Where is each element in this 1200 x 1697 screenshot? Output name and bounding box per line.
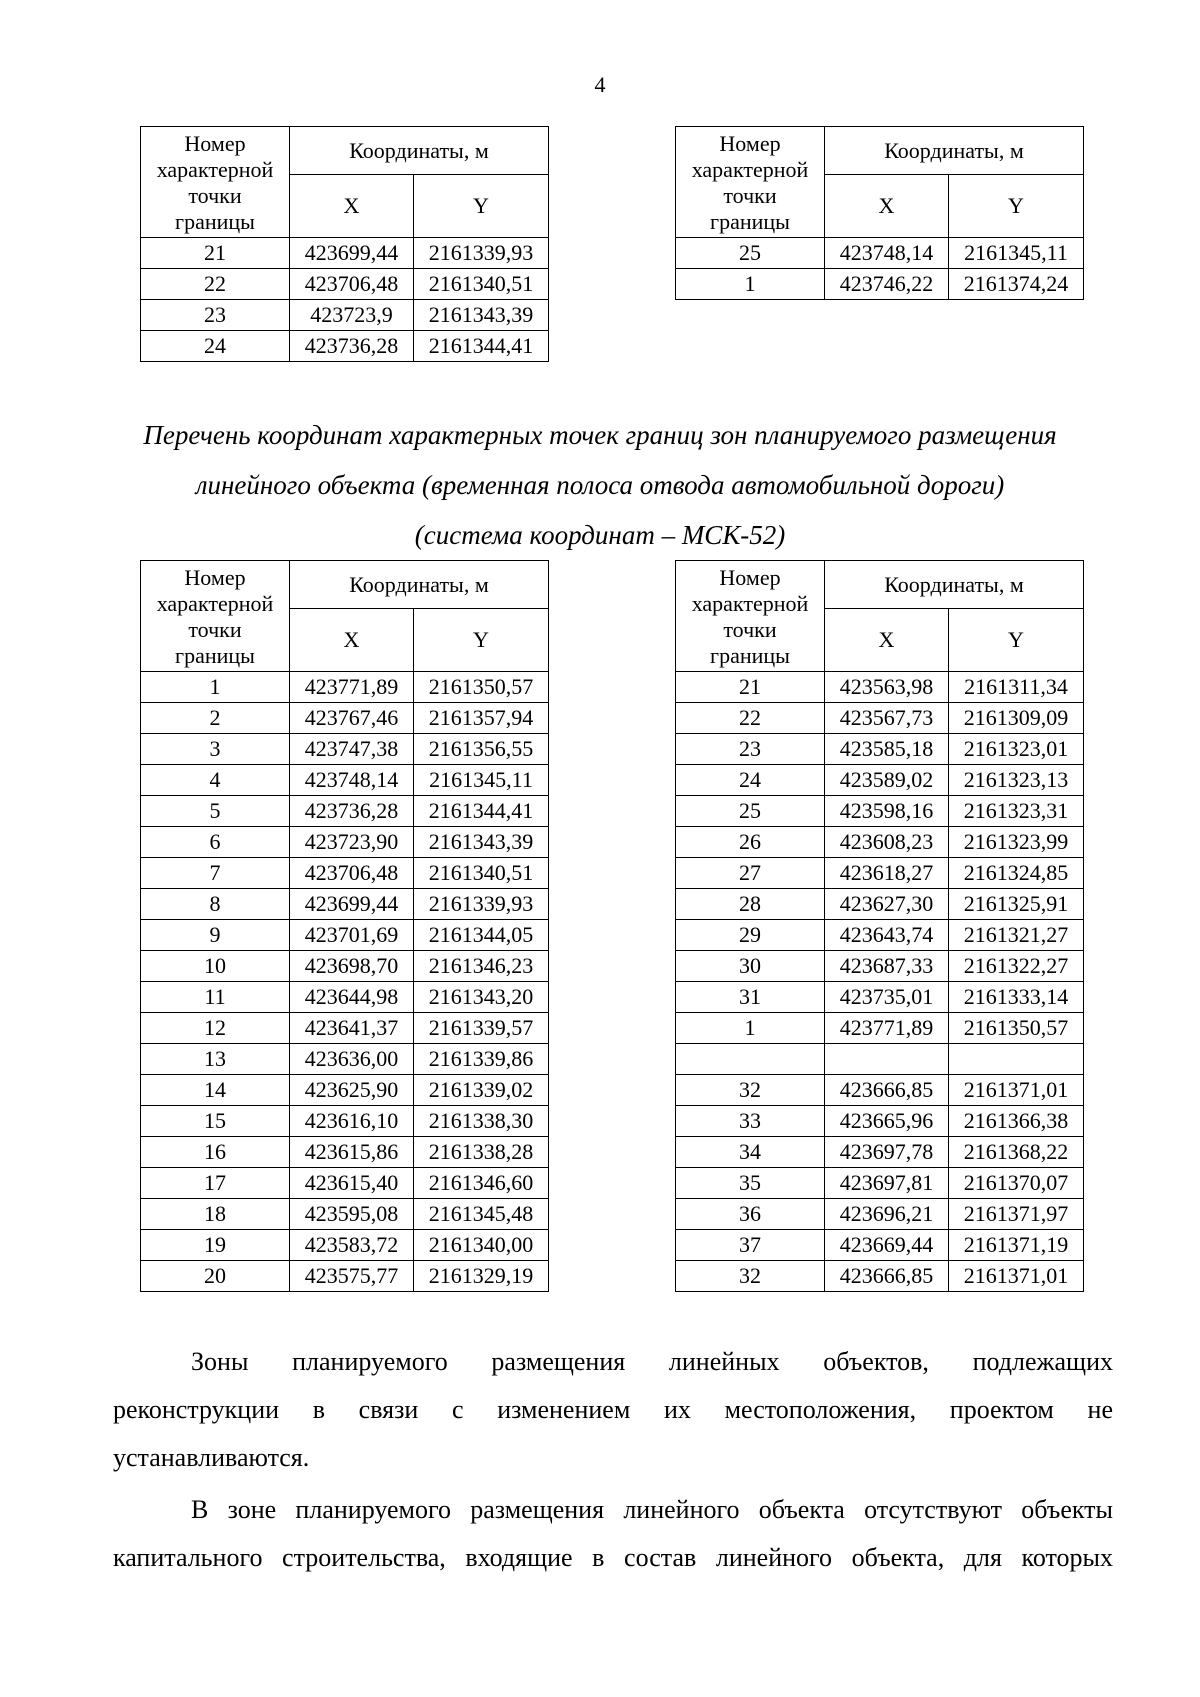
point-number-cell: 1 (676, 269, 825, 300)
table-row (676, 982, 1084, 1013)
table-row (141, 1199, 549, 1230)
y-cell: 2161345,48 (414, 1199, 549, 1230)
header-line: границы (710, 209, 790, 234)
x-cell: 423563,98 (825, 672, 949, 703)
section-heading-line-1: Перечень координат характерных точек границ зон планируемого размещения (143, 420, 1057, 450)
point-number-cell: 23 (141, 300, 290, 331)
point-number-cell: 12 (141, 1013, 290, 1044)
x-cell: 423567,73 (825, 703, 949, 734)
point-number-header (141, 561, 290, 672)
point-number-cell: 36 (676, 1199, 825, 1230)
point-number-cell: 29 (676, 920, 825, 951)
point-number-cell: 20 (141, 1261, 290, 1292)
y-cell: 2161357,94 (414, 703, 549, 734)
header-line: точки (723, 183, 777, 208)
header-line: границы (175, 643, 255, 668)
point-number-cell: 2 (141, 703, 290, 734)
point-number-cell: 6 (141, 827, 290, 858)
table-row (676, 920, 1084, 951)
y-cell: 2161356,55 (414, 734, 549, 765)
point-number-cell: 37 (676, 1230, 825, 1261)
y-cell: 2161370,07 (949, 1168, 1084, 1199)
x-cell: 423636,00 (290, 1044, 414, 1075)
paragraph-2-line-1: В зоне планируемого размещения линейного объекта отсутствуют объекты (191, 1495, 1113, 1524)
x-cell: 423585,18 (825, 734, 949, 765)
x-cell: 423665,96 (825, 1106, 949, 1137)
y-cell: 2161345,11 (949, 238, 1084, 269)
x-cell: 423643,74 (825, 920, 949, 951)
x-header: X (290, 175, 414, 238)
x-cell: 423736,28 (290, 796, 414, 827)
y-cell: 2161368,22 (949, 1137, 1084, 1168)
point-number-header (676, 127, 825, 238)
header-line: точки (188, 183, 242, 208)
table-row (141, 1044, 549, 1075)
paragraph-1-line-1: Зоны планируемого размещения линейных объектов, подлежащих (191, 1347, 1113, 1376)
x-cell: 423706,48 (290, 269, 414, 300)
table-row (676, 765, 1084, 796)
point-number-cell: 32 (676, 1261, 825, 1292)
x-cell: 423618,27 (825, 858, 949, 889)
point-number-cell: 27 (676, 858, 825, 889)
y-cell: 2161371,19 (949, 1230, 1084, 1261)
header-line: точки (188, 617, 242, 642)
x-cell: 423771,89 (825, 1013, 949, 1044)
y-header: Y (414, 175, 549, 238)
table-row (141, 269, 549, 300)
point-number-cell: 9 (141, 920, 290, 951)
y-cell: 2161340,51 (414, 269, 549, 300)
table-row (676, 734, 1084, 765)
y-cell: 2161338,30 (414, 1106, 549, 1137)
table-row (676, 1013, 1084, 1044)
table-row (141, 1075, 549, 1106)
point-number-cell: 28 (676, 889, 825, 920)
header-line: точки (723, 617, 777, 642)
point-number-cell: 4 (141, 765, 290, 796)
y-cell: 2161339,93 (414, 238, 549, 269)
point-number-cell: 33 (676, 1106, 825, 1137)
table-row (141, 889, 549, 920)
y-cell: 2161321,27 (949, 920, 1084, 951)
y-cell: 2161339,86 (414, 1044, 549, 1075)
table-row (676, 1261, 1084, 1292)
table-row (141, 1013, 549, 1044)
point-number-cell: 3 (141, 734, 290, 765)
x-cell: 423608,23 (825, 827, 949, 858)
table-row (141, 1106, 549, 1137)
y-cell: 2161322,27 (949, 951, 1084, 982)
paragraph-2-line-2: капитального строительства, входящие в состав линейного объекта, для которых (113, 1543, 1113, 1572)
y-cell: 2161343,39 (414, 300, 549, 331)
table-row (676, 269, 1084, 300)
table-row (141, 796, 549, 827)
table-row (676, 951, 1084, 982)
table-row (676, 1137, 1084, 1168)
y-cell: 2161374,24 (949, 269, 1084, 300)
table-row (141, 1230, 549, 1261)
x-cell: 423687,33 (825, 951, 949, 982)
x-cell: 423771,89 (290, 672, 414, 703)
point-number-cell: 24 (676, 765, 825, 796)
y-cell: 2161345,11 (414, 765, 549, 796)
point-number-cell: 35 (676, 1168, 825, 1199)
header-line: характерной (691, 591, 809, 616)
point-number-cell: 21 (676, 672, 825, 703)
point-number-header (141, 127, 290, 238)
x-cell: 423697,81 (825, 1168, 949, 1199)
header-line: Номер (719, 131, 781, 156)
table-row (676, 703, 1084, 734)
y-cell: 2161339,57 (414, 1013, 549, 1044)
x-cell: 423699,44 (290, 889, 414, 920)
coordinates-table-top-left (140, 126, 549, 362)
y-cell: 2161333,14 (949, 982, 1084, 1013)
table-row (676, 827, 1084, 858)
table-row (676, 1075, 1084, 1106)
x-cell: 423625,90 (290, 1075, 414, 1106)
table-row (141, 1168, 549, 1199)
table-row (676, 1168, 1084, 1199)
table-row (141, 238, 549, 269)
x-cell: 423701,69 (290, 920, 414, 951)
x-cell: 423595,08 (290, 1199, 414, 1230)
point-number-cell: 14 (141, 1075, 290, 1106)
table-row (676, 238, 1084, 269)
point-number-cell: 10 (141, 951, 290, 982)
table-row (676, 1106, 1084, 1137)
y-cell (949, 1044, 1084, 1075)
paragraph-1-line-3: устанавливаются. (113, 1443, 310, 1472)
x-cell: 423746,22 (825, 269, 949, 300)
x-cell: 423706,48 (290, 858, 414, 889)
point-number-cell: 21 (141, 238, 290, 269)
point-number-cell: 19 (141, 1230, 290, 1261)
y-cell: 2161343,20 (414, 982, 549, 1013)
x-cell: 423735,01 (825, 982, 949, 1013)
y-cell: 2161350,57 (949, 1013, 1084, 1044)
header-line: Номер (719, 565, 781, 590)
table-row (141, 951, 549, 982)
point-number-cell: 8 (141, 889, 290, 920)
x-cell: 423696,21 (825, 1199, 949, 1230)
x-cell (825, 1044, 949, 1075)
section-heading-line-3: (система координат – МСК-52) (414, 520, 786, 550)
coordinates-header: Координаты, м (290, 127, 549, 175)
coordinates-table-main-right (675, 560, 1084, 1292)
table-row (141, 734, 549, 765)
point-number-cell: 11 (141, 982, 290, 1013)
y-cell: 2161346,23 (414, 951, 549, 982)
y-cell: 2161344,41 (414, 331, 549, 362)
y-cell: 2161344,41 (414, 796, 549, 827)
point-number-cell: 23 (676, 734, 825, 765)
x-cell: 423767,46 (290, 703, 414, 734)
x-cell: 423598,16 (825, 796, 949, 827)
header-line: характерной (156, 591, 274, 616)
table-row (141, 858, 549, 889)
table-row (676, 889, 1084, 920)
y-cell: 2161340,51 (414, 858, 549, 889)
y-cell: 2161323,13 (949, 765, 1084, 796)
y-cell: 2161343,39 (414, 827, 549, 858)
x-cell: 423699,44 (290, 238, 414, 269)
x-cell: 423641,37 (290, 1013, 414, 1044)
x-header: X (290, 609, 414, 672)
coordinates-table-top-right (675, 126, 1084, 300)
y-cell: 2161350,57 (414, 672, 549, 703)
paragraph-1-line-2: реконструкции в связи с изменением их местоположения, проектом не (113, 1395, 1113, 1424)
x-cell: 423615,86 (290, 1137, 414, 1168)
y-cell: 2161371,97 (949, 1199, 1084, 1230)
table-row (141, 920, 549, 951)
y-cell: 2161366,38 (949, 1106, 1084, 1137)
y-cell: 2161340,00 (414, 1230, 549, 1261)
point-number-cell: 22 (141, 269, 290, 300)
y-cell: 2161338,28 (414, 1137, 549, 1168)
table-row (676, 796, 1084, 827)
coordinates-header: Координаты, м (825, 127, 1084, 175)
point-number-cell: 34 (676, 1137, 825, 1168)
y-header: Y (949, 609, 1084, 672)
y-cell: 2161346,60 (414, 1168, 549, 1199)
x-cell: 423644,98 (290, 982, 414, 1013)
section-heading-line-2: линейного объекта (временная полоса отвода автомобильной дороги) (195, 470, 1005, 500)
x-cell: 423723,90 (290, 827, 414, 858)
table-row (141, 982, 549, 1013)
page-number: 4 (594, 72, 606, 97)
table-row (141, 1261, 549, 1292)
header-line: границы (175, 209, 255, 234)
x-cell: 423627,30 (825, 889, 949, 920)
y-cell: 2161329,19 (414, 1261, 549, 1292)
coordinates-table-main-left (140, 560, 549, 1292)
point-number-cell: 30 (676, 951, 825, 982)
x-cell: 423736,28 (290, 331, 414, 362)
x-cell: 423583,72 (290, 1230, 414, 1261)
y-cell: 2161339,02 (414, 1075, 549, 1106)
point-number-header (676, 561, 825, 672)
y-cell: 2161371,01 (949, 1261, 1084, 1292)
point-number-cell: 15 (141, 1106, 290, 1137)
point-number-cell: 26 (676, 827, 825, 858)
table-row (141, 331, 549, 362)
point-number-cell: 13 (141, 1044, 290, 1075)
x-cell: 423589,02 (825, 765, 949, 796)
y-cell: 2161344,05 (414, 920, 549, 951)
header-line: Номер (184, 565, 246, 590)
table-row (676, 1230, 1084, 1261)
y-cell: 2161309,09 (949, 703, 1084, 734)
x-cell: 423616,10 (290, 1106, 414, 1137)
table-row (141, 827, 549, 858)
point-number-cell: 25 (676, 796, 825, 827)
header-line: характерной (156, 157, 274, 182)
x-cell: 423666,85 (825, 1075, 949, 1106)
x-cell: 423697,78 (825, 1137, 949, 1168)
point-number-cell: 31 (676, 982, 825, 1013)
y-cell: 2161339,93 (414, 889, 549, 920)
y-cell: 2161371,01 (949, 1075, 1084, 1106)
header-line: характерной (691, 157, 809, 182)
y-cell: 2161325,91 (949, 889, 1084, 920)
point-number-cell: 7 (141, 858, 290, 889)
x-cell: 423723,9 (290, 300, 414, 331)
point-number-cell: 22 (676, 703, 825, 734)
table-row (141, 300, 549, 331)
x-cell: 423748,14 (825, 238, 949, 269)
x-cell: 423666,85 (825, 1261, 949, 1292)
table-row (141, 672, 549, 703)
y-header: Y (949, 175, 1084, 238)
point-number-cell: 5 (141, 796, 290, 827)
y-header: Y (414, 609, 549, 672)
point-number-cell: 1 (676, 1013, 825, 1044)
y-cell: 2161323,99 (949, 827, 1084, 858)
y-cell: 2161323,31 (949, 796, 1084, 827)
point-number-cell: 18 (141, 1199, 290, 1230)
x-cell: 423575,77 (290, 1261, 414, 1292)
table-row (141, 765, 549, 796)
x-header: X (825, 609, 949, 672)
y-cell: 2161324,85 (949, 858, 1084, 889)
coordinates-header: Координаты, м (290, 561, 549, 609)
table-row (676, 1199, 1084, 1230)
point-number-cell: 24 (141, 331, 290, 362)
point-number-cell: 32 (676, 1075, 825, 1106)
x-cell: 423748,14 (290, 765, 414, 796)
point-number-cell: 16 (141, 1137, 290, 1168)
point-number-cell: 25 (676, 238, 825, 269)
point-number-cell (676, 1044, 825, 1075)
x-cell: 423615,40 (290, 1168, 414, 1199)
x-cell: 423698,70 (290, 951, 414, 982)
y-cell: 2161323,01 (949, 734, 1084, 765)
point-number-cell: 17 (141, 1168, 290, 1199)
x-cell: 423747,38 (290, 734, 414, 765)
coordinates-header: Координаты, м (825, 561, 1084, 609)
point-number-cell: 1 (141, 672, 290, 703)
y-cell: 2161311,34 (949, 672, 1084, 703)
header-line: Номер (184, 131, 246, 156)
table-row (676, 672, 1084, 703)
table-row (141, 703, 549, 734)
header-line: границы (710, 643, 790, 668)
table-row (676, 1044, 1084, 1075)
table-row (141, 1137, 549, 1168)
x-header: X (825, 175, 949, 238)
x-cell: 423669,44 (825, 1230, 949, 1261)
table-row (676, 858, 1084, 889)
